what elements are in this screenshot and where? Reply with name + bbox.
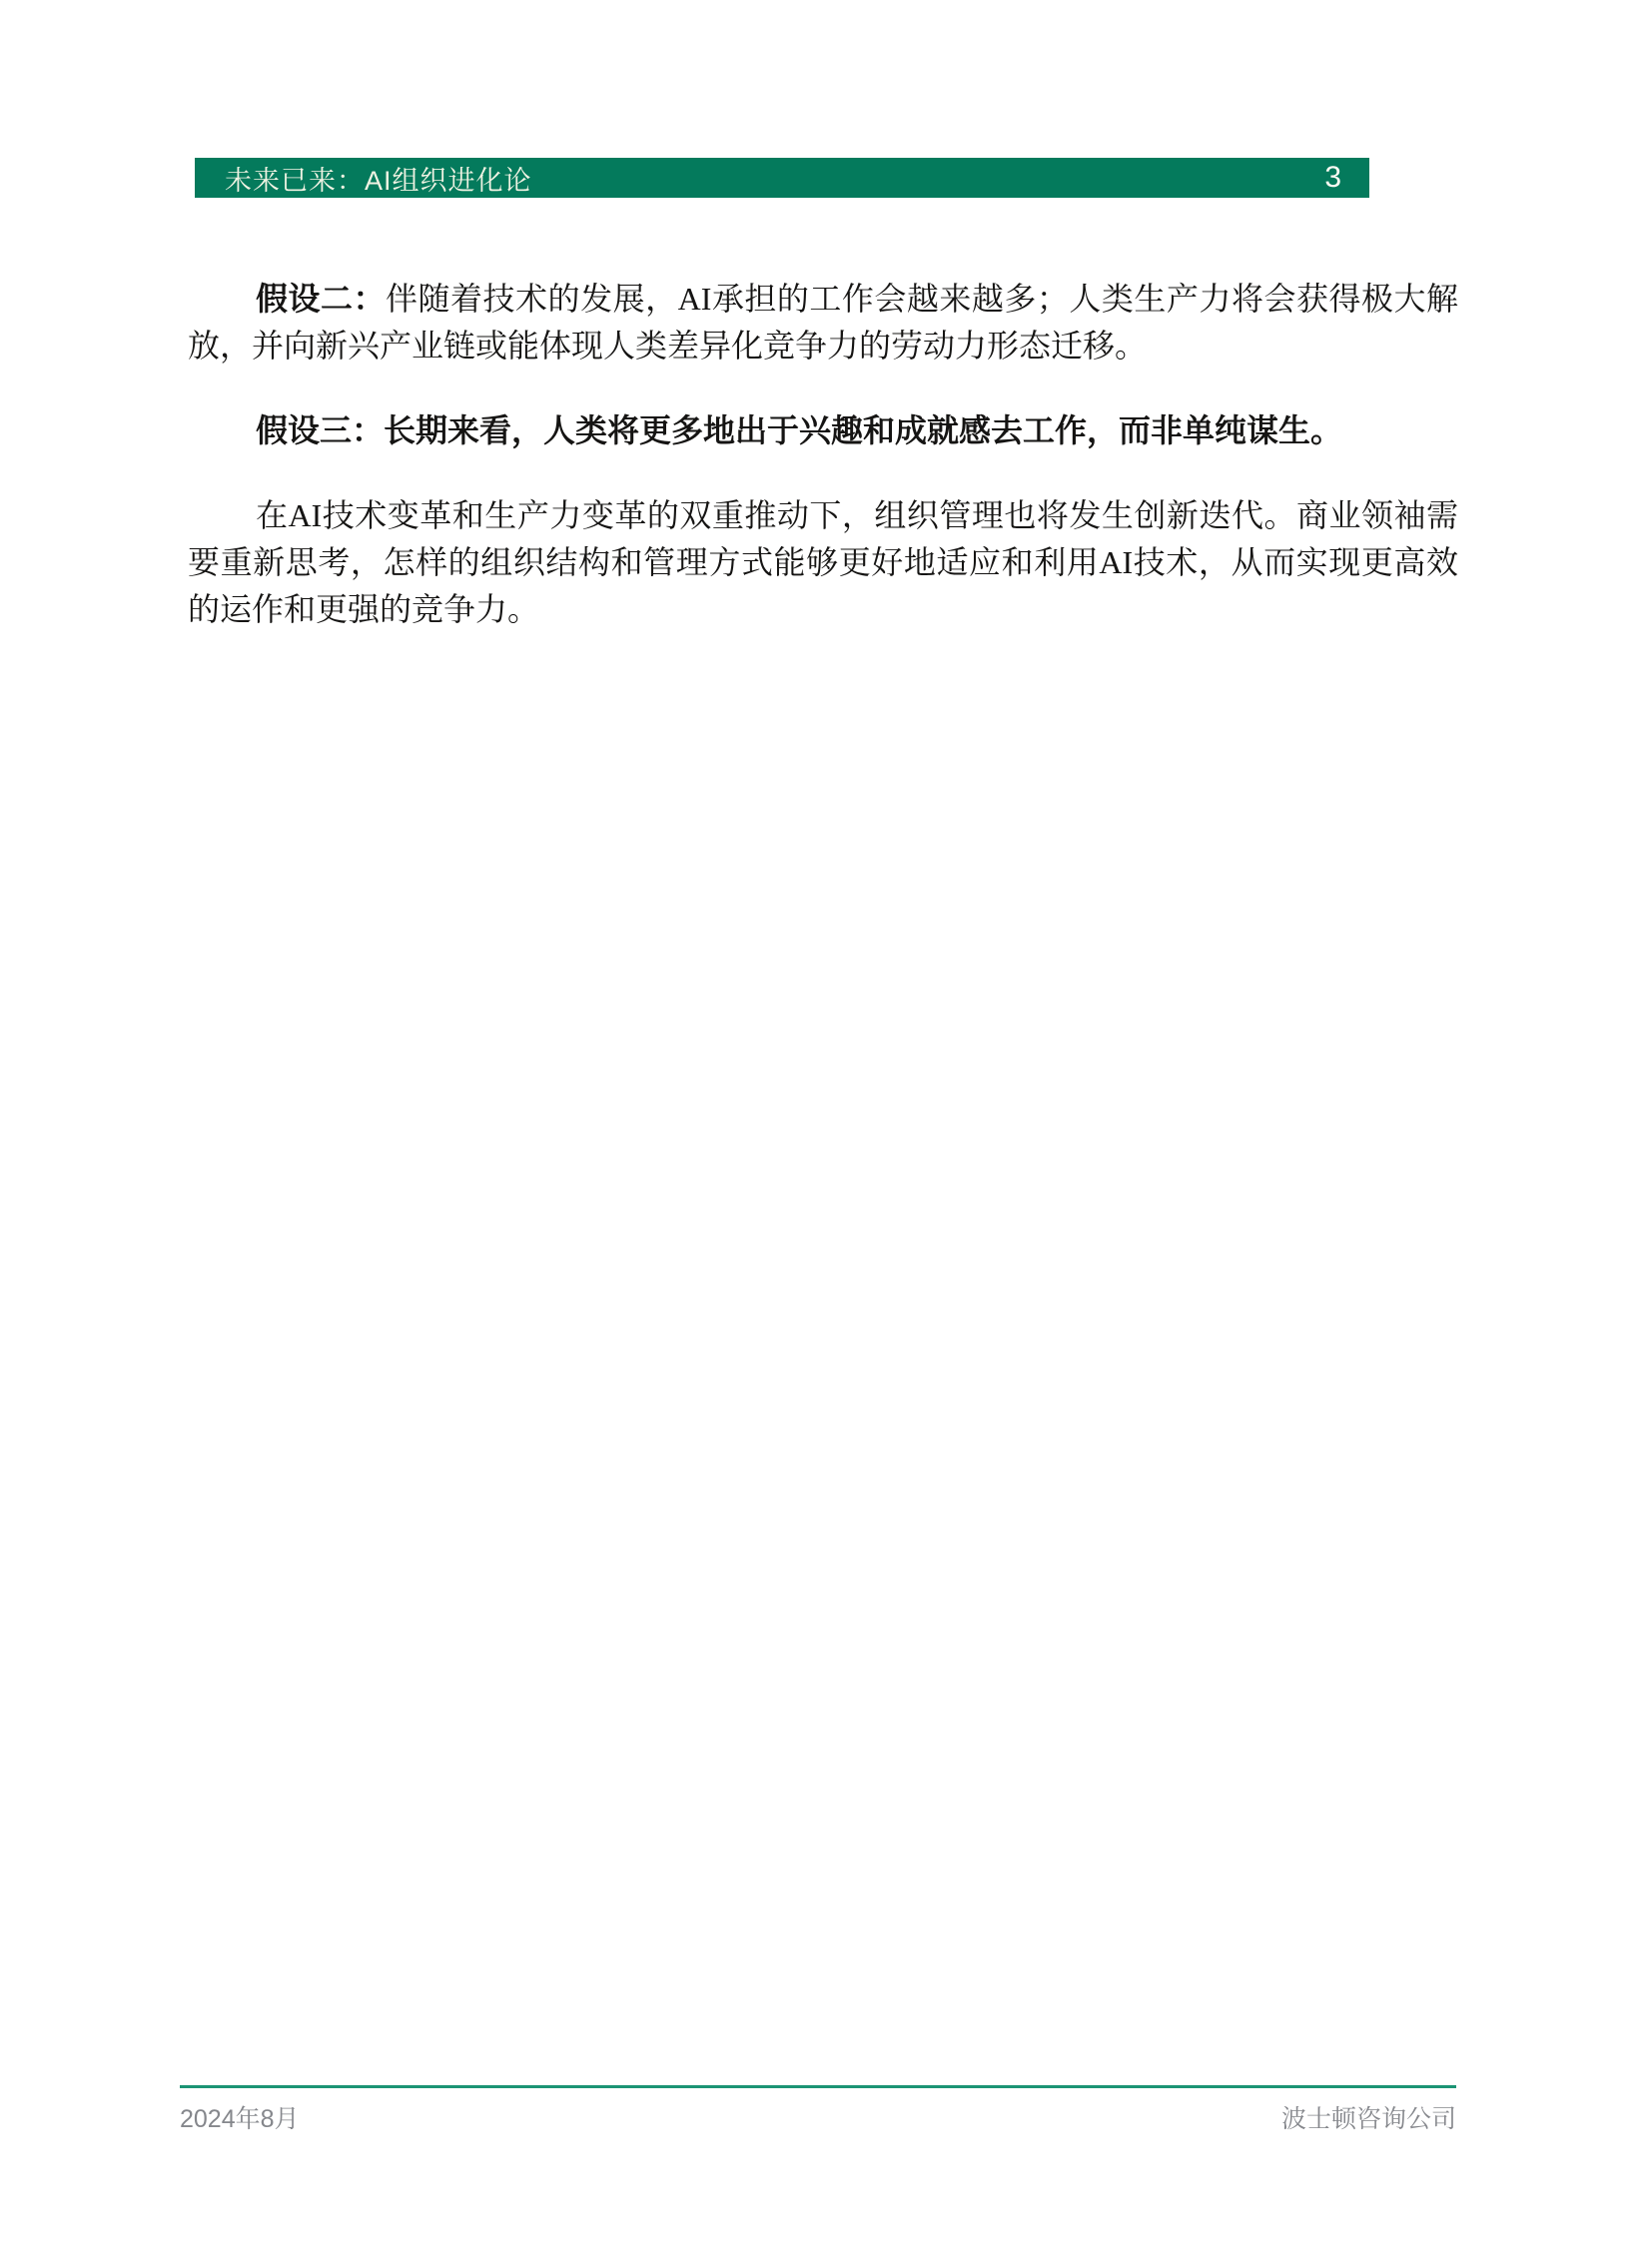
paragraph-text: 长期来看，人类将更多地出于兴趣和成就感去工作，而非单纯谋生。 — [384, 412, 1343, 448]
paragraph — [188, 492, 1458, 633]
paragraph-lead-label: 假设二： — [256, 281, 387, 317]
footer-divider-line — [180, 2085, 1456, 2088]
body-text-block — [188, 276, 1458, 671]
paragraph-text: 伴随着技术的发展，AI承担的工作会越来越多；人类生产力将会获得极大解放，并向新兴产业链或能体现人类差异化竞争力的劳动力形态迁移。 — [188, 281, 1458, 364]
paragraph-text: 在AI技术变革和生产力变革的双重推动下，组织管理也将发生创新迭代。商业领袖需要重新思考，怎样的组织结构和管理方式能够更好地适应和利用AI技术，从而实现更高效的运作和更强的竞争力。 — [188, 497, 1458, 627]
footer-company-name: 波士顿咨询公司 — [1280, 2105, 1456, 2133]
page-number: 3 — [1324, 161, 1341, 194]
header-title: 未来已来：AI组织进化论 — [225, 165, 532, 196]
page-header-bar — [195, 158, 1369, 198]
paragraph-lead-label: 假设三： — [256, 412, 385, 448]
footer-date: 2024年8月 — [180, 2105, 300, 2133]
paragraph — [188, 276, 1458, 370]
paragraph — [188, 407, 1458, 454]
